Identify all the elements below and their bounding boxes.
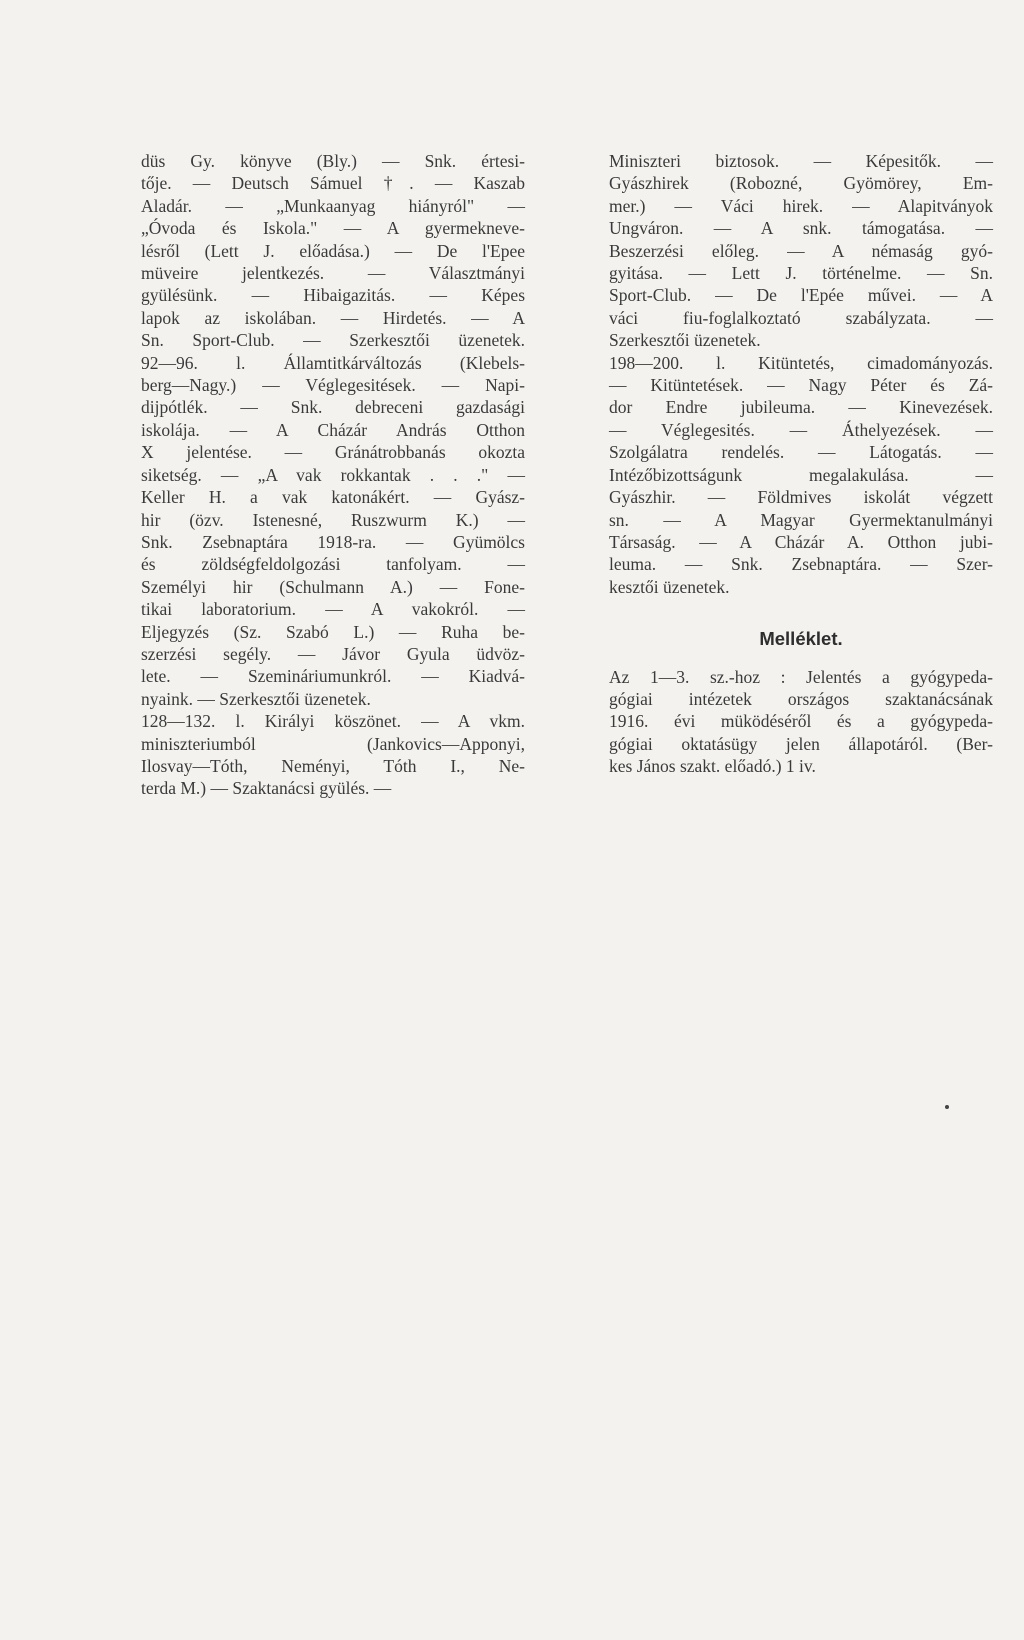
appendix-heading: Melléklet. [759, 628, 843, 650]
text-line: Beszerzési előleg. — A némaság gyó- [609, 240, 993, 261]
text-line: és zöldségfeldolgozási tanfolyam. — [141, 554, 525, 575]
text-line: tője. — Deutsch Sámuel †. — Kaszab [141, 173, 525, 194]
text-line: Eljegyzés (Sz. Szabó L.) — Ruha be- [141, 621, 525, 642]
text-line: Szerkesztői üzenetek. [609, 330, 761, 351]
text-line: lapok az iskolában. — Hirdetés. — A [141, 307, 525, 328]
text-line: dor Endre jubileuma. — Kinevezések. [609, 397, 993, 418]
text-line: iskolája. — A Cházár András Otthon [141, 419, 525, 440]
text-line: X jelentése. — Gránátrobbanás okozta [141, 442, 525, 463]
text-line: Ungváron. — A snk. támogatása. — [609, 218, 993, 239]
text-line: Gyászhir. — Földmives iskolát végzett [609, 487, 993, 508]
text-line: leuma. — Snk. Zsebnaptára. — Szer- [609, 554, 993, 575]
text-line: Szolgálatra rendelés. — Látogatás. — [609, 442, 993, 463]
text-line: gógiai intézetek országos szaktanácsának [609, 688, 993, 709]
text-line: Az 1—3. sz.-hoz : Jelentés a gyógypeda- [609, 666, 993, 687]
text-line: szerzési segély. — Jávor Gyula üdvöz- [141, 643, 525, 664]
text-line: miniszteriumból (Jankovics—Apponyi, [141, 733, 525, 754]
text-line: berg—Nagy.) — Véglegesitések. — Napi- [141, 375, 525, 396]
text-line: — Véglegesités. — Áthelyezések. — [609, 419, 993, 440]
text-line: nyaink. — Szerkesztői üzenetek. [141, 688, 371, 709]
text-line: Miniszteri biztosok. — Képesitők. — [609, 151, 993, 171]
text-line: lete. — Szemináriumunkról. — Kiadvá- [141, 666, 525, 687]
text-line: Sn. Sport-Club. — Szerkesztői üzenetek. [141, 330, 525, 351]
appendix-text [609, 666, 993, 778]
text-line: sn. — A Magyar Gyermektanulmányi [609, 509, 993, 530]
text-line: Személyi hir (Schulmann A.) — Fone- [141, 576, 525, 597]
text-line: Ilosvay—Tóth, Neményi, Tóth I., Ne- [141, 755, 525, 776]
text-line: hir (özv. Istenesné, Ruszwurm K.) — [141, 509, 525, 530]
text-line: Sport-Club. — De l'Epée művei. — A [609, 285, 993, 306]
text-line: gyitása. — Lett J. történelme. — Sn. [609, 263, 993, 284]
text-line: siketség. — „A vak rokkantak . . ." — [141, 464, 525, 485]
text-line: 92—96. l. Államtitkárváltozás (Klebels- [141, 352, 525, 373]
right-column-text [609, 150, 993, 598]
text-line: Gyászhirek (Robozné, Gyömörey, Em- [609, 173, 993, 194]
text-line: kesztői üzenetek. [609, 576, 730, 597]
right-column [609, 150, 993, 778]
text-line: Intézőbizottságunk megalakulása. — [609, 464, 993, 485]
left-column [141, 150, 525, 800]
text-line: dijpótlék. — Snk. debreceni gazdasági [141, 397, 525, 418]
text-line: gógiai oktatásügy jelen állapotáról. (Ber- [609, 733, 993, 754]
text-line: gyülésünk. — Hibaigazitás. — Képes [141, 285, 525, 306]
text-line: váci fiu-foglalkoztató szabályzata. — [609, 307, 993, 328]
stray-ink-dot [945, 1105, 949, 1109]
text-line: — Kitüntetések. — Nagy Péter és Zá- [609, 375, 993, 396]
text-line: Keller H. a vak katonákért. — Gyász- [141, 487, 525, 508]
text-line: lésről (Lett J. előadása.) — De l'Epee [141, 240, 525, 261]
text-line: 1916. évi müködéséről és a gyógypeda- [609, 711, 993, 732]
text-line: tikai laboratorium. — A vakokról. — [141, 599, 525, 620]
text-line: Aladár. — „Munkaanyag hiányról" — [141, 195, 525, 216]
text-line: müveire jelentkezés. — Választmányi [141, 263, 525, 284]
text-line: terda M.) — Szaktanácsi gyülés. — [141, 778, 392, 799]
text-line: mer.) — Váci hirek. — Alapitványok [609, 195, 993, 216]
text-line: Társaság. — A Cházár A. Otthon jubi- [609, 531, 993, 552]
text-line: 198—200. l. Kitüntetés, cimadományozás. [609, 352, 993, 373]
text-line: „Óvoda és Iskola." — A gyermekneve- [141, 218, 525, 239]
text-line: düs Gy. könyve (Bly.) — Snk. értesi- [141, 151, 525, 171]
text-line: Snk. Zsebnaptára 1918-ra. — Gyümölcs [141, 531, 525, 552]
text-line: 128—132. l. Királyi köszönet. — A vkm. [141, 711, 525, 732]
text-line: kes János szakt. előadó.) 1 iv. [609, 756, 816, 777]
